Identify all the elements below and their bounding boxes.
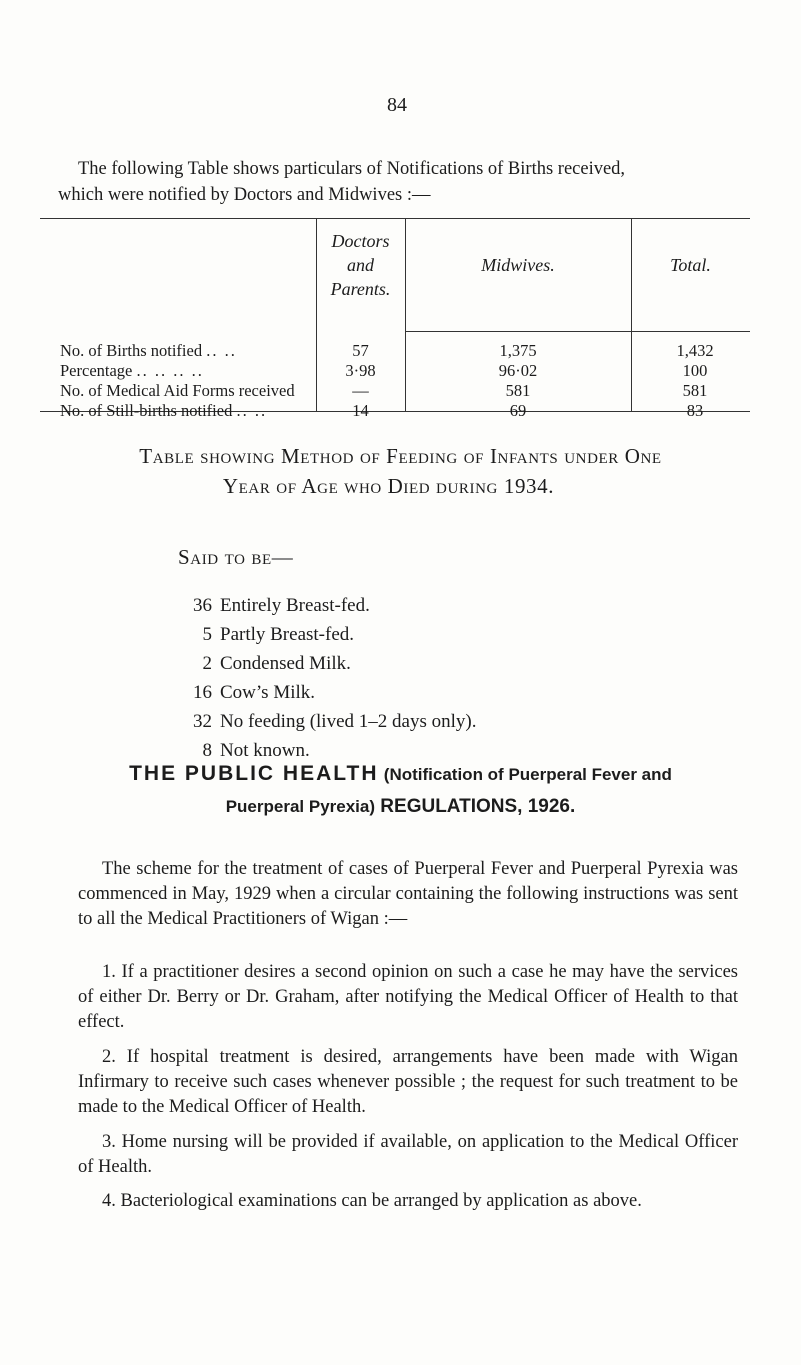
regulations-title-year: REGULATIONS, 1926. <box>380 796 576 817</box>
regulations-title-line-1 <box>0 757 801 791</box>
leader-dots: .. .. .. .. <box>136 361 204 380</box>
cell-doctors: 3·98 <box>345 361 376 380</box>
header-doctors-line: and <box>347 255 374 275</box>
row-label <box>60 341 237 361</box>
table-header-rule <box>405 331 750 332</box>
page-number: 84 <box>387 94 407 116</box>
item-method: Condensed Milk. <box>220 653 351 674</box>
cell-total: 100 <box>682 361 708 380</box>
row-label <box>60 361 204 381</box>
regulations-intro-paragraph: The scheme for the treatment of cases of Puerperal Fever and Puerperal Pyrexia was commenced in May, 1929 when a circular containing the following instructions was sent to all the Medical Practitioners of Wigan :— <box>78 859 738 929</box>
instruction-item: 4. Bacteriological examinations can be arranged by application as above. <box>102 1191 642 1211</box>
table-column-rule <box>631 218 632 411</box>
row-label-text: No. of Still-births notified <box>60 401 233 420</box>
cell-doctors: 14 <box>352 401 369 420</box>
instruction-item: 2. If hospital treatment is desired, arrangements have been made with Wigan Infirmary to receive such cases whenever possible ; the request for such treatment to be made to the Medical Officer of Health. <box>78 1047 738 1117</box>
feeding-table-title-line-2: Year of Age who Died during 1934. <box>222 474 555 498</box>
intro-line-1: The following Table shows particulars of Notifications of Births received, <box>78 159 626 179</box>
item-count: 16 <box>193 682 212 703</box>
cell-doctors: 57 <box>352 341 369 360</box>
item-count: 8 <box>202 740 212 761</box>
table-column-rule <box>405 218 406 411</box>
instruction-item: 1. If a practitioner desires a second opinion on such a case he may have the services of either Dr. Berry or Dr. Graham, after notifying the Medical Officer of Health to that effect. <box>78 962 738 1032</box>
table-top-rule <box>40 218 750 219</box>
list-item <box>178 707 476 736</box>
item-method: Entirely Breast-fed. <box>220 595 370 616</box>
cell-total: 83 <box>686 401 704 420</box>
row-label-text: No. of Births notified <box>60 341 203 360</box>
header-midwives: Midwives. <box>481 255 555 275</box>
feeding-method-list <box>178 591 476 765</box>
cell-midwives: 69 <box>509 401 527 420</box>
item-method: Not known. <box>220 740 310 761</box>
leader-dots: .. .. <box>206 341 237 360</box>
cell-total: 1,432 <box>676 341 714 360</box>
regulations-title-line-2 <box>0 790 801 823</box>
row-label <box>60 401 267 421</box>
list-item <box>178 678 476 707</box>
item-count: 2 <box>202 653 212 674</box>
intro-paragraph <box>58 156 738 208</box>
row-label-text: No. of Medical Aid Forms received <box>60 381 295 400</box>
cell-midwives: 1,375 <box>499 341 537 360</box>
cell-midwives: 581 <box>505 381 531 400</box>
cell-doctors: — <box>352 381 369 400</box>
item-method: No feeding (lived 1–2 days only). <box>220 711 477 732</box>
header-doctors-line: Parents. <box>330 279 391 299</box>
list-item <box>178 620 476 649</box>
item-method: Cow’s Milk. <box>220 682 316 703</box>
regulations-title-act: THE PUBLIC HEALTH <box>129 762 379 785</box>
header-doctors-and-parents <box>316 229 405 301</box>
regulations-title-paren-end: Puerperal Pyrexia) <box>225 797 376 816</box>
row-label-text: Percentage <box>60 361 133 380</box>
item-method: Partly Breast-fed. <box>220 624 355 645</box>
list-item <box>178 591 476 620</box>
leader-dots: .. .. <box>236 401 268 420</box>
regulations-title-paren: (Notification of Puerperal Fever and <box>383 765 672 784</box>
item-count: 5 <box>202 624 212 645</box>
row-label <box>60 381 295 401</box>
feeding-table-subtitle: Said to be— <box>178 545 294 569</box>
feeding-table-title-line-1: Table showing Method of Feeding of Infants under One <box>139 444 662 468</box>
instruction-item: 3. Home nursing will be provided if available, on application to the Medical Officer of Health. <box>78 1132 738 1177</box>
cell-total: 581 <box>682 381 708 400</box>
list-item <box>178 649 476 678</box>
cell-midwives: 96·02 <box>498 361 538 380</box>
item-count: 32 <box>193 711 212 732</box>
births-notification-table <box>40 218 750 420</box>
header-doctors-line: Doctors <box>331 231 390 251</box>
item-count: 36 <box>193 595 212 616</box>
intro-line-2: which were notified by Doctors and Midwives :— <box>58 185 431 205</box>
header-total: Total. <box>670 255 711 275</box>
